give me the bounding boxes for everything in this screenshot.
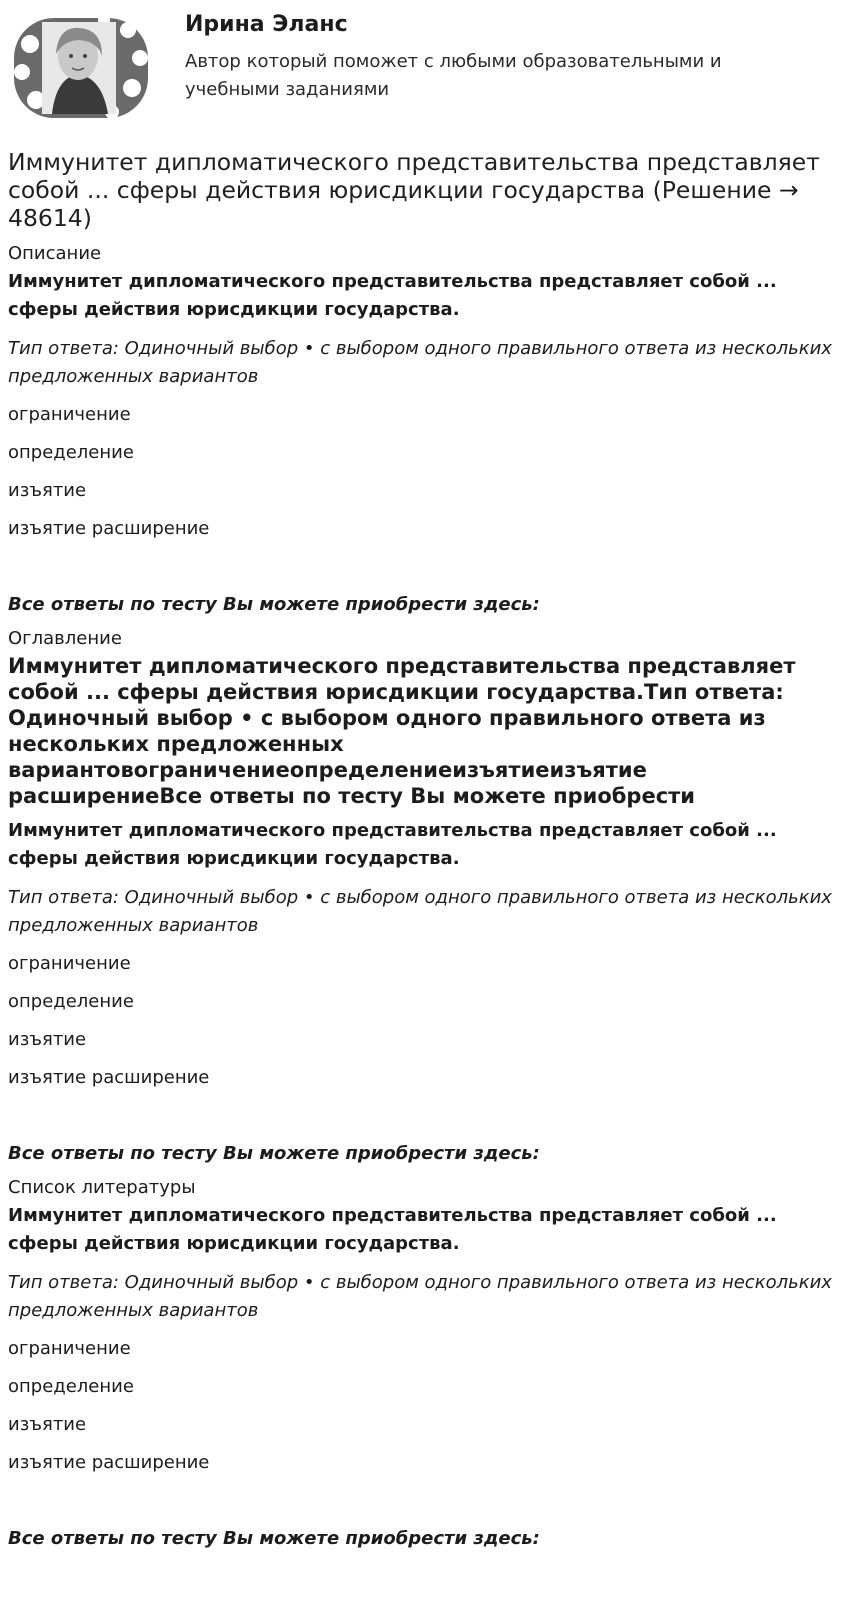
question-text: Иммунитет дипломатического представительства представляет собой ... сферы действия юрисдикции государства. <box>8 271 777 320</box>
section-label: Оглавление <box>8 628 122 649</box>
page <box>8 0 840 1561</box>
buy-answers-link[interactable]: Все ответы по тесту Вы можете приобрести здесь: <box>8 1528 540 1549</box>
answer-option[interactable]: изъятие расширение <box>8 1067 210 1088</box>
answer-type: Тип ответа: Одиночный выбор • с выбором одного правильного ответа из нескольких предложенных вариантов <box>8 338 832 387</box>
answer-option[interactable]: изъятие <box>8 1029 87 1050</box>
author-avatar[interactable] <box>8 8 154 128</box>
answer-type: Тип ответа: Одиночный выбор • с выбором одного правильного ответа из нескольких предложенных вариантов <box>8 1272 832 1321</box>
section-label: Описание <box>8 243 102 264</box>
buy-answers-link[interactable]: Все ответы по тесту Вы можете приобрести здесь: <box>8 1143 540 1164</box>
answer-type: Тип ответа: Одиночный выбор • с выбором одного правильного ответа из нескольких предложенных вариантов <box>8 887 832 936</box>
author-card <box>8 0 840 136</box>
answer-option[interactable]: изъятие <box>8 1414 87 1435</box>
spacer <box>8 1102 840 1140</box>
literature-section <box>8 1176 840 1553</box>
answer-option[interactable]: ограничение <box>8 1338 131 1359</box>
description-section <box>8 242 840 619</box>
buy-answers-link[interactable]: Все ответы по тесту Вы можете приобрести здесь: <box>8 594 540 615</box>
spacer <box>8 1487 840 1525</box>
answer-option[interactable]: определение <box>8 1376 134 1397</box>
answer-option[interactable]: ограничение <box>8 953 131 974</box>
section-label: Список литературы <box>8 1177 196 1198</box>
answer-option[interactable]: изъятие <box>8 480 87 501</box>
page-title: Иммунитет дипломатического представительства представляет собой ... сферы действия юрисдикции государства (Решение → 48614) <box>8 148 820 232</box>
question-text: Иммунитет дипломатического представительства представляет собой ... сферы действия юрисдикции государства. <box>8 820 777 869</box>
answer-option[interactable]: определение <box>8 442 134 463</box>
toc-section <box>8 627 840 1168</box>
spacer <box>8 553 840 591</box>
answer-option[interactable]: изъятие расширение <box>8 518 210 539</box>
author-description: Автор который поможет с любыми образовательными и учебными заданиями <box>185 51 722 100</box>
toc-heading: Иммунитет дипломатического представительства представляет собой ... сферы действия юрисдикции государства.Тип ответа: Одиночный выбор • с выбором одного правильного ответа из нескольких предложенных вариантовограничениеопределениеизъятиеизъятие расширениеВсе ответы по тесту Вы можете приобрести <box>8 654 796 808</box>
question-text: Иммунитет дипломатического представительства представляет собой ... сферы действия юрисдикции государства. <box>8 1205 777 1254</box>
answer-option[interactable]: определение <box>8 991 134 1012</box>
author-name[interactable]: Ирина Эланс <box>185 12 348 37</box>
answer-option[interactable]: ограничение <box>8 404 131 425</box>
answer-option[interactable]: изъятие расширение <box>8 1452 210 1473</box>
